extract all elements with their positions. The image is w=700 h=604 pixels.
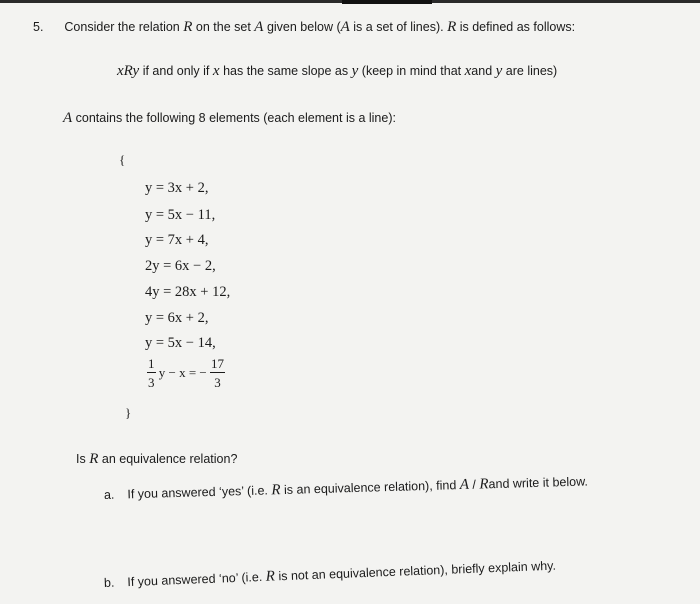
open-brace: { — [119, 152, 126, 167]
equation: y = 6x + 2, — [145, 310, 209, 326]
set-symbol: A — [63, 110, 73, 126]
definition-text: and — [471, 64, 493, 78]
y-symbol: y — [351, 63, 359, 79]
set-symbol: A — [459, 476, 470, 494]
equation: 4y = 28x + 12, — [145, 284, 231, 300]
definition-text: if and only if — [142, 64, 210, 78]
equivalence-question: Is R an equivalence relation? — [76, 451, 238, 467]
contains-line — [63, 110, 396, 127]
part-b: b. If you answered ‘no’ (i.e. R is not an equivalence relation), briefly explain why. — [103, 558, 557, 590]
set-symbol: A — [340, 19, 350, 35]
equation: y = 5x − 14, — [145, 335, 216, 351]
definition-text: has the same slope as — [223, 64, 349, 78]
relation-symbol: R — [265, 568, 276, 585]
equation: 2y = 6x − 2, — [145, 258, 216, 274]
relation-symbol: R — [447, 19, 457, 35]
question-text: Consider the relation — [64, 20, 180, 34]
question-text: is a set of lines). — [353, 20, 444, 34]
definition-line — [117, 63, 557, 80]
equation: y = 5x − 11, — [145, 207, 216, 223]
relation-symbol: R — [479, 476, 489, 493]
x-symbol: x — [212, 63, 220, 79]
contains-text: contains the following 8 elements (each element is a line): — [75, 111, 396, 125]
x-symbol: x — [464, 63, 472, 79]
top-border-tab — [342, 0, 432, 4]
equation: y = 7x + 4, — [145, 232, 209, 248]
equation: y = 3x + 2, — [145, 180, 209, 196]
fraction-one-third: $\frac{1}{3}$ — [148, 356, 155, 390]
relation-symbol: R — [271, 482, 281, 499]
question-line — [33, 19, 575, 36]
question-text: on the set — [195, 20, 251, 34]
definition-text: are lines) — [505, 64, 558, 78]
definition-text: (keep in mind that — [361, 64, 462, 78]
set-symbol: A — [254, 19, 264, 35]
question-text: given below ( — [266, 20, 341, 34]
equation-fraction: $\frac{1}{3}$ y − x = − $\frac{17}{3}$ — [148, 356, 224, 390]
question-text: is defined as follows: — [459, 20, 576, 34]
xry-symbol: xRy — [117, 63, 140, 79]
relation-symbol: R — [89, 451, 99, 467]
y-symbol: y — [495, 63, 503, 79]
part-a: a. If you answered ‘yes’ (i.e. R is an equivalence relation), find A / Rand write it below. — [103, 474, 589, 502]
part-a-label: a. — [103, 487, 115, 502]
fraction-seventeen-thirds: $\frac{17}{3}$ — [211, 356, 224, 390]
relation-symbol: R — [183, 19, 193, 35]
part-b-label: b. — [103, 575, 115, 590]
close-brace: } — [125, 405, 132, 420]
question-number: 5. — [33, 20, 44, 34]
